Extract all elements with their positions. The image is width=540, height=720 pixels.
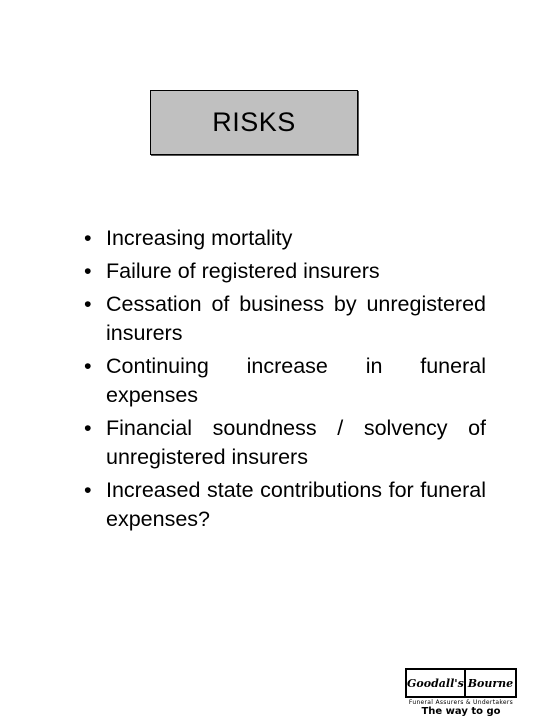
logo-name-right-panel [466, 670, 515, 696]
title-box [150, 90, 358, 155]
logo-banner [405, 668, 517, 698]
company-logo [405, 668, 517, 720]
logo-tagline: The way to go [421, 706, 501, 717]
bullet-item: • Financial soundness / solvency of unregistered insurers [80, 414, 486, 472]
logo-name-left: Goodall's [407, 676, 464, 690]
bullet-list [80, 224, 486, 538]
bullet-item: • Cessation of business by unregistered insurers [80, 290, 486, 348]
bullet-item: • Increased state contributions for funeral expenses? [80, 476, 486, 534]
bullet-item: • Increasing mortality [80, 224, 486, 253]
logo-name-left-panel [407, 670, 464, 696]
logo-name-right: Bourne [467, 676, 514, 690]
bullet-item: • Failure of registered insurers [80, 257, 486, 286]
slide-title: RISKS [212, 107, 296, 137]
bullet-item: • Continuing increase in funeral expenses [80, 352, 486, 410]
logo-subtitle: Funeral Assurers & Undertakers [408, 699, 514, 706]
